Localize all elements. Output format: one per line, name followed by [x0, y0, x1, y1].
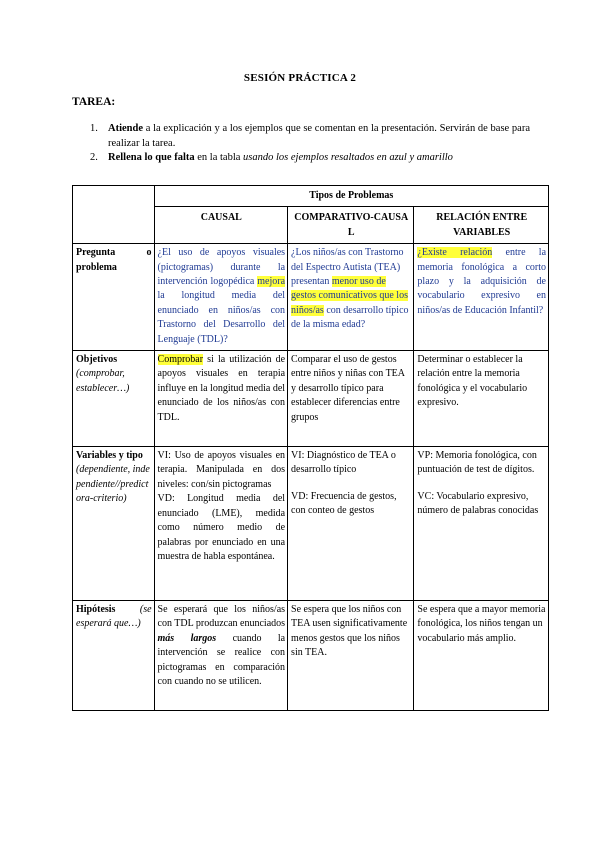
- cell-text: la longitud media del enunciado en niños/as con Trastorno del Desarrollo del Lenguaje (TDL)?: [157, 290, 286, 345]
- table-group-header-row: [73, 186, 549, 207]
- highlighted-text: mejora: [257, 276, 286, 288]
- cell-text: VP: Memoria fonológica, con puntuación de test de dígitos.: [417, 450, 537, 476]
- emphasized-text: más largos: [157, 632, 217, 644]
- instruction-number: 2.: [90, 152, 98, 163]
- cell-text: ¿Los niños/as con Trastorno del Espectro Autista (TEA) presentan: [291, 247, 404, 288]
- instruction-2: [90, 151, 530, 166]
- cell-text: con desarrollo típico de la misma edad?: [291, 304, 409, 331]
- problem-types-table: [72, 185, 549, 711]
- row-label-text: Objetivos: [76, 354, 118, 366]
- cell-variables-causal: [154, 447, 288, 601]
- table-row: [73, 601, 549, 711]
- row-label-text: Hipótesis: [76, 604, 116, 616]
- cell-text: VC: Vocabulario expresivo, número de palabras conocidas: [417, 490, 539, 517]
- column-header-relacion: RELACIÓN ENTRE VARIABLES: [414, 207, 549, 244]
- cell-objetivos-causal: [154, 351, 288, 447]
- instruction-text: a la explicación y a los ejemplos que se comentan en la presentación. Servirán de base para realizar la tarea.: [108, 123, 530, 149]
- column-header-comparativo-label: COMPARATIVO-CAUSAL: [294, 212, 409, 238]
- row-label-subtext: (comprobar, establecer…): [76, 368, 130, 394]
- cell-text: Se esperará que los niños/as con TDL produzcan enunciados: [157, 604, 286, 630]
- group-header: Tipos de Problemas: [154, 186, 548, 207]
- instruction-1: [90, 122, 530, 151]
- cell-hipotesis-causal: [154, 601, 288, 711]
- cell-hipotesis-relacion: Se espera que a mayor memoria fonológica, los niños tengan un vocabulario más amplio.: [414, 601, 549, 711]
- cell-text: VD: Frecuencia de gestos, con conteo de gestos: [291, 490, 397, 517]
- cell-text: cuando la intervención se realice con pictogramas en comparación con cuando no se utilicen.: [157, 632, 286, 688]
- cell-text: entre la memoria fonológica a corto plazo y la adquisición de vocabulario expresivo en niños/as de Educación Infantil?: [417, 247, 547, 316]
- row-label-variables: [73, 447, 155, 601]
- instruction-bold: Rellena lo que falta: [108, 152, 195, 163]
- highlighted-text: menor uso de gestos comunicativos que los niños/as: [291, 276, 408, 316]
- table-row: [73, 447, 549, 601]
- cell-text: si la utilización de apoyos visuales en terapia influye en la longitud media del enunciado de los niños/as con TDL.: [157, 354, 286, 423]
- cell-variables-comparativo: [288, 447, 414, 601]
- cell-variables-relacion: [414, 447, 549, 601]
- highlighted-text: Comprobar: [157, 354, 204, 366]
- row-label-subtext: (dependiente, independiente//predictora-criterio): [76, 464, 150, 505]
- page-title: SESIÓN PRÁCTICA 2: [243, 72, 357, 84]
- cell-pregunta-causal: [154, 244, 288, 351]
- instruction-bold: Atiende: [108, 123, 143, 134]
- cell-pregunta-relacion: [414, 244, 549, 351]
- column-header-comparativo: [288, 207, 414, 244]
- cell-hipotesis-comparativo: Se espera que los niños con TEA usen significativamente menos gestos que los niños sin TEA.: [288, 601, 414, 711]
- empty-corner-cell: [73, 186, 155, 244]
- row-label-hipotesis: [73, 601, 155, 711]
- table-row: [73, 351, 549, 447]
- table-row: [73, 244, 549, 351]
- cell-objetivos-comparativo: Comparar el uso de gestos entre niños y niñas con TEA y desarrollo típico para establecer diferencias entre grupos: [288, 351, 414, 447]
- row-label-text: Variables y tipo: [76, 450, 143, 462]
- cell-text: ¿El uso de apoyos visuales (pictogramas) durante la intervención logopédica: [157, 247, 286, 288]
- row-label-subtext: (se esperará que…): [76, 604, 152, 630]
- row-label-pregunta: Pregunta o problema: [73, 244, 155, 351]
- highlighted-text: ¿Existe relación: [417, 247, 493, 259]
- row-label-objetivos: [73, 351, 155, 447]
- cell-text: VI: Uso de apoyos visuales en terapia. Manipulada en dos niveles: con/sin pictogramas: [157, 450, 286, 490]
- instruction-text: en la tabla: [194, 152, 244, 163]
- column-header-causal: CAUSAL: [154, 207, 288, 244]
- cell-text: VD: Longitud media del enunciado (LME), medida como número medio de palabras por enunciado en una muestra de habla espontánea.: [157, 493, 286, 562]
- cell-pregunta-comparativo: [288, 244, 414, 351]
- instruction-number: 1.: [90, 123, 98, 134]
- instruction-italic: usando los ejemplos resaltados en azul y amarillo: [243, 152, 453, 163]
- cell-text: VI: Diagnóstico de TEA o desarrollo típico: [291, 450, 396, 476]
- tarea-heading: TAREA:: [72, 96, 116, 108]
- cell-objetivos-relacion: Determinar o establecer la relación entre la memoria fonológica y el vocabulario expresivo.: [414, 351, 549, 447]
